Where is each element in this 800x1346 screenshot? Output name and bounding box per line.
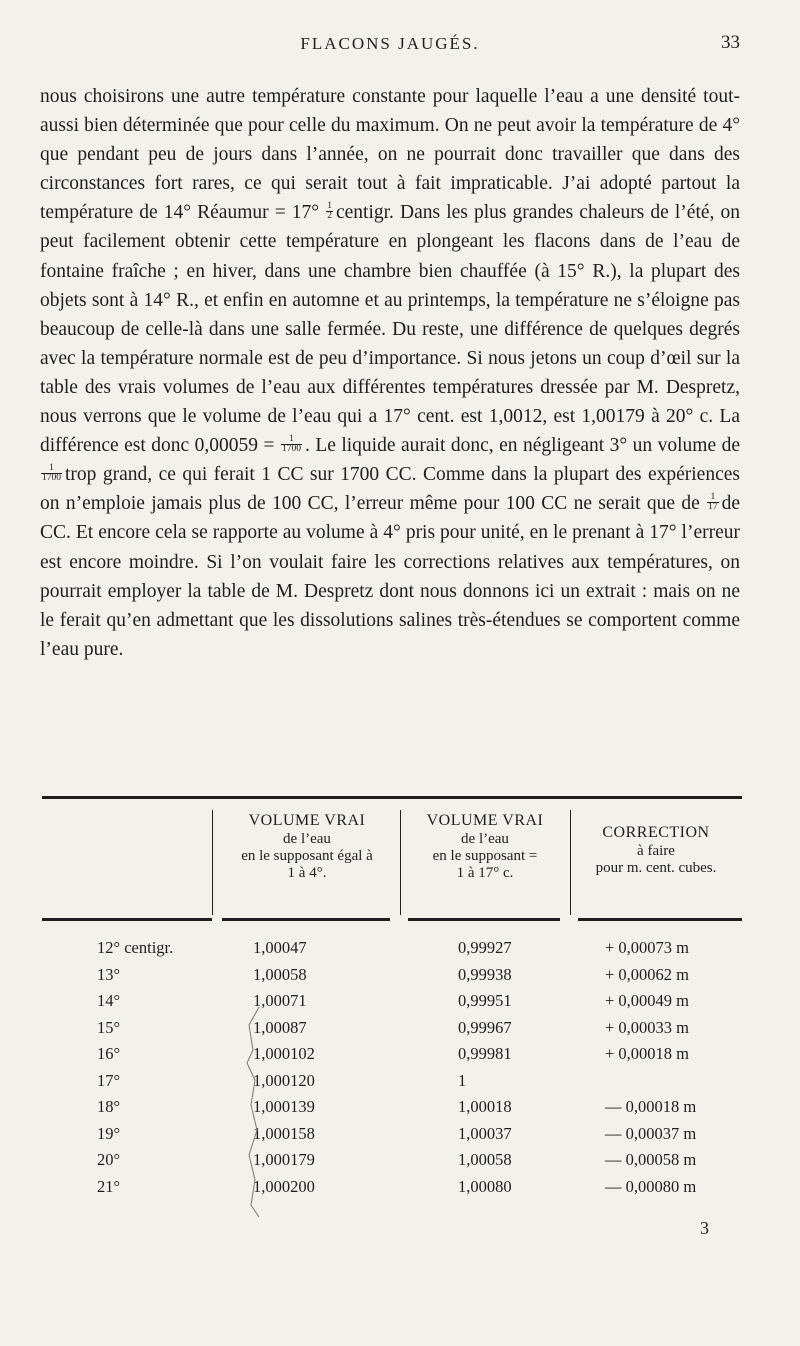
fraction-denominator: 2 (327, 211, 332, 222)
fraction-numerator: 1 (41, 464, 62, 474)
temperature-cell: 20° (97, 1150, 121, 1169)
header-rule (408, 918, 560, 921)
fraction-numerator: 1 (707, 493, 719, 503)
table-row (42, 1018, 742, 1045)
temperature-cell: 18° (97, 1097, 121, 1116)
table-row (42, 1124, 742, 1151)
column-header-correction (570, 824, 742, 877)
volume-17-cell: 0,99951 (458, 991, 512, 1010)
temperature-cell: 15° (97, 1017, 121, 1037)
body-paragraph (40, 82, 740, 664)
column-subtitle: à faire (637, 843, 675, 859)
fraction-denominator: 17 (708, 502, 718, 513)
pencil-mark (241, 1005, 265, 1220)
fraction-numerator: 1 (327, 201, 332, 212)
volume-4-cell: 1,000120 (253, 1070, 315, 1090)
text-run: de CC. Et encore cela se rapporte au volume à 4° pris pour unité, en le prenant à 17° l’erreur est encore moindre. Si l’on voulait faire les corrections relatives aux températures, on pourrait employer la table de M. Despretz dont nous donnons ici un extrait : mais on ne le ferait qu’en admettant que les dissolutions salines très-étendues se comportent comme l’eau pure. (40, 493, 741, 660)
volume-4-cell: 1,00071 (253, 991, 307, 1010)
volume-17-cell: 1,00058 (458, 1150, 512, 1169)
column-subtitle: 1 à 17° c. (456, 865, 514, 881)
temperature-cell: 14° (97, 991, 121, 1010)
table-row (42, 1177, 742, 1204)
table-row (42, 991, 742, 1018)
table-row (42, 938, 742, 965)
text-run: nous choisirons une autre température constante pour laquelle l’eau a une densité tout-aussi bien déterminée que pour celle du maximum. On ne peut avoir la température de 4° que pendant peu de jours dans l’année, on ne pourrait donc travailler que dans des circonstances fort rares, ce qui serait tout à fait impraticable. J’ai adopté partout la température de 14° Réaumur = 17° (40, 86, 740, 224)
volume-4-cell: 1,00087 (253, 1017, 307, 1037)
volume-4-cell: 1,000179 (253, 1150, 315, 1169)
correction-cell: + 0,00062 m (605, 964, 690, 984)
column-divider (570, 810, 571, 915)
volume-4-cell: 1,00047 (253, 938, 307, 957)
volume-4-cell: 1,000102 (253, 1044, 315, 1063)
header-rule (222, 918, 390, 921)
fraction-half (326, 202, 333, 221)
column-subtitle: en le supposant = (432, 848, 538, 864)
fraction-1-1700 (41, 464, 62, 483)
column-subtitle: de l’eau (461, 831, 509, 847)
correction-cell: + 0,00049 m (605, 991, 690, 1010)
table-row (42, 1097, 742, 1124)
page-header (40, 30, 740, 64)
fraction-1-17 (707, 493, 719, 512)
table-row (42, 1071, 742, 1098)
volume-4-cell: 1,00058 (253, 964, 307, 984)
volume-4-cell: 1,000139 (253, 1097, 315, 1116)
volume-17-cell: 0,99927 (458, 938, 512, 957)
volume-17-cell: 0,99967 (458, 1017, 512, 1037)
correction-cell: + 0,00018 m (605, 1044, 690, 1063)
correction-cell: — 0,00058 m (605, 1150, 697, 1169)
column-header-volume-4 (212, 812, 402, 882)
temperature-cell: 12° centigr. (97, 938, 174, 957)
correction-cell: + 0,00033 m (605, 1017, 690, 1037)
correction-cell: — 0,00037 m (605, 1123, 697, 1143)
column-subtitle: pour m. cent. cubes. (595, 860, 717, 876)
volume-4-cell: 1,000158 (253, 1123, 315, 1143)
signature-mark: 3 (700, 1218, 709, 1238)
volume-17-cell: 1,00080 (458, 1176, 512, 1196)
column-subtitle: en le supposant égal à (241, 848, 373, 864)
volume-17-cell: 0,99981 (458, 1044, 512, 1063)
volume-17-cell: 1,00018 (458, 1097, 512, 1116)
fraction-1-1700 (281, 435, 302, 454)
header-rule (578, 918, 742, 921)
volume-4-cell: 1,000200 (253, 1176, 315, 1196)
column-divider (212, 810, 213, 915)
volume-17-cell: 0,99938 (458, 964, 512, 984)
text-run: centigr. Dans les plus grandes chaleurs de l’été, on peut facilement obtenir cette température en plongeant les flacons dans de l’eau de fontaine fraîche ; en hiver, dans une chambre bien chauffée (à 15° R.), la plupart des objets sont à 14° R., et enfin en automne et au printemps, la température ne s’éloigne pas beaucoup de celle-là dans une salle fermée. Du reste, une différence de quelques degrés avec la température normale est de peu d’importance. Si nous jetons un coup d’œil sur la table des vrais volumes de l’eau aux différentes températures dressée par M. Despretz, nous verrons que le volume de l’eau qui a 17° cent. est 1,0012, est 1,00179 à 20° c. La différence est donc 0,00059 = (40, 202, 740, 457)
table-top-rule (42, 796, 742, 799)
column-divider (400, 810, 401, 915)
header-rule (42, 918, 212, 921)
text-run: . Le liquide aurait donc, en négligeant 3° un volume de (304, 435, 741, 457)
temperature-cell: 16° (97, 1044, 121, 1063)
temperature-cell: 21° (97, 1176, 121, 1196)
table-row (42, 965, 742, 992)
table-body (42, 938, 742, 1203)
column-title: VOLUME VRAI (248, 812, 366, 829)
text-run: trop grand, ce qui ferait 1 CC sur 1700 CC. Comme dans la plupart des expériences on n’emploie jamais plus de 100 CC, l’erreur même pour 100 CC ne serait que de (40, 464, 740, 515)
volume-17-cell: 1 (458, 1070, 467, 1090)
fraction-numerator: 1 (281, 435, 302, 445)
temperature-cell: 13° (97, 964, 121, 984)
temperature-cell: 19° (97, 1123, 121, 1143)
table-row (42, 1150, 742, 1177)
column-header-volume-17 (400, 812, 570, 882)
table-column-headers (42, 812, 742, 908)
column-subtitle: de l’eau (283, 831, 331, 847)
column-title: VOLUME VRAI (426, 812, 544, 829)
page-number: 33 (721, 32, 740, 53)
column-subtitle: 1 à 4°. (287, 865, 327, 881)
correction-cell: + 0,00073 m (605, 938, 690, 957)
table-row (42, 1044, 742, 1071)
fraction-denominator: 1700 (42, 473, 61, 484)
running-title: FLACONS JAUGÉS. (300, 34, 480, 53)
temperature-cell: 17° (97, 1070, 121, 1090)
fraction-denominator: 1700 (281, 444, 301, 455)
volume-17-cell: 1,00037 (458, 1123, 512, 1143)
paragraph (40, 82, 740, 664)
correction-cell: — 0,00080 m (605, 1176, 697, 1196)
column-title: CORRECTION (602, 824, 710, 841)
correction-cell: — 0,00018 m (605, 1097, 697, 1116)
